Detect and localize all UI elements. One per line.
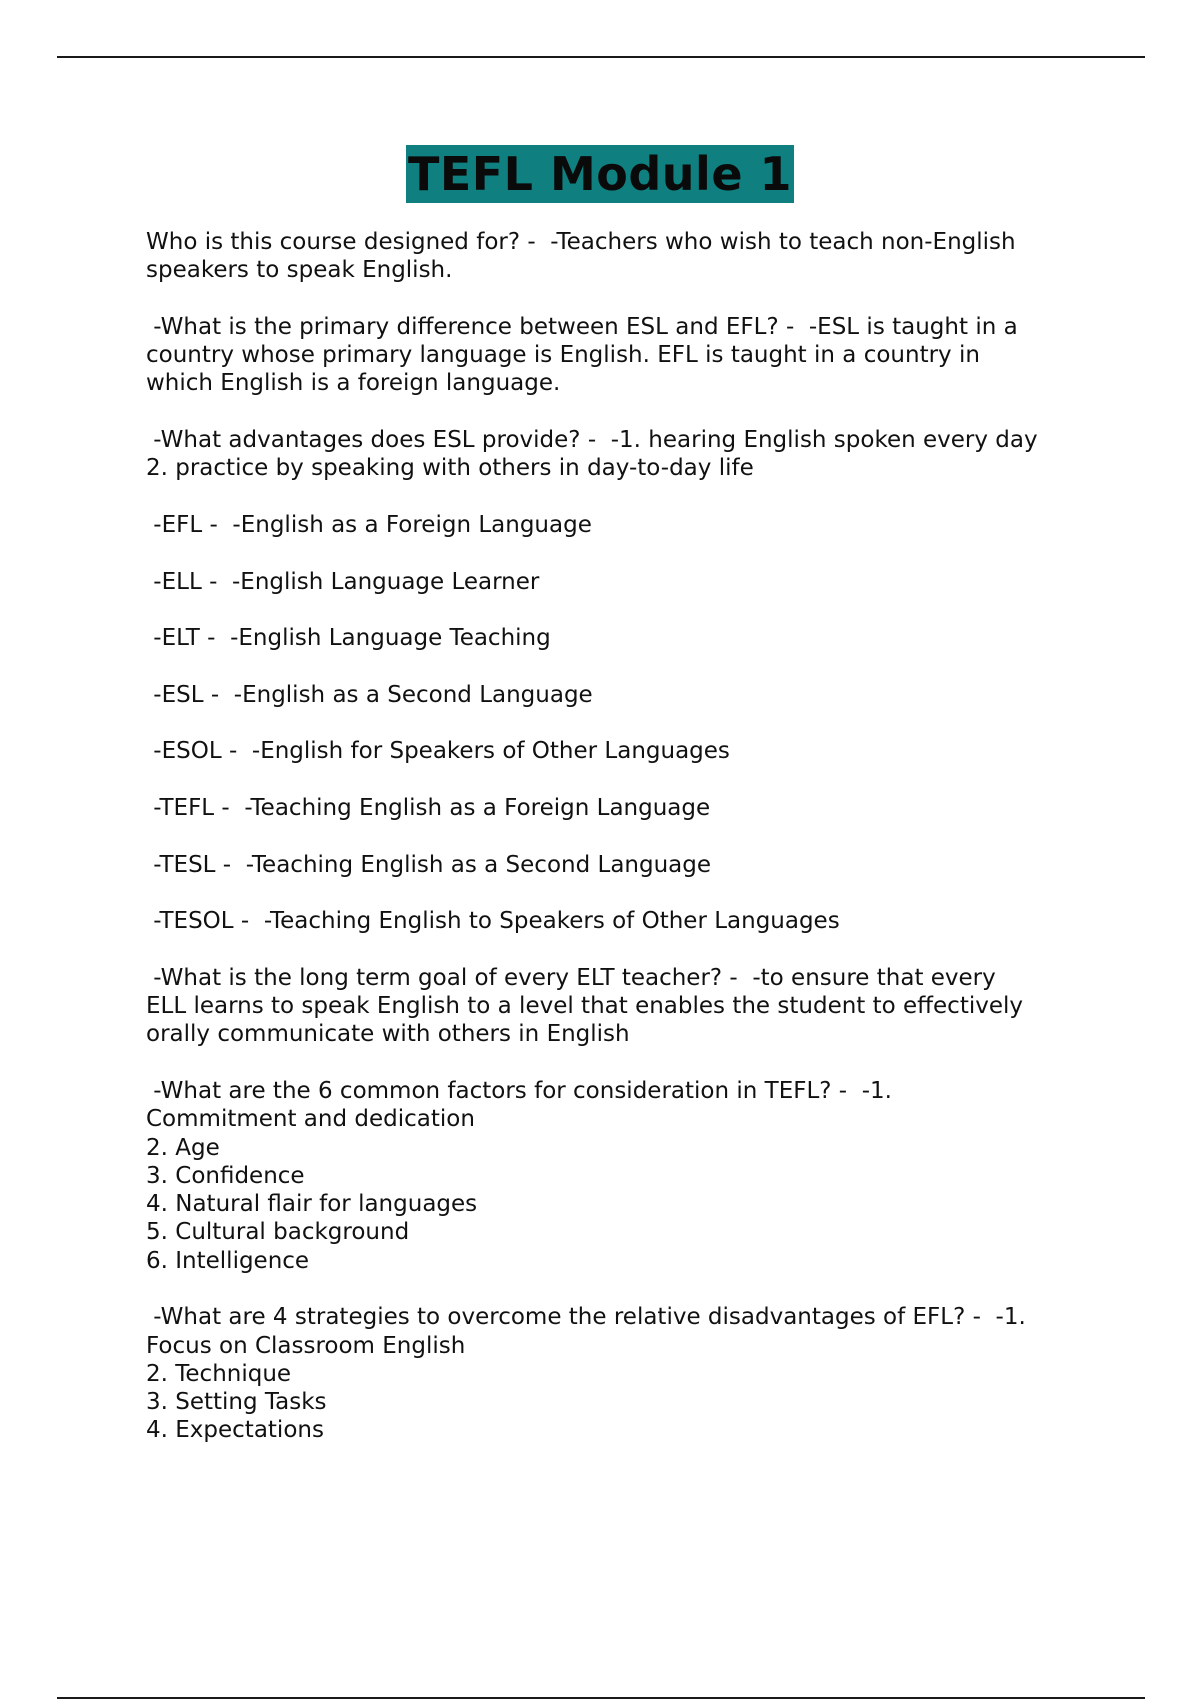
qa-line: 5. Cultural background <box>146 1219 410 1246</box>
qa-item <box>146 568 1096 596</box>
qa-item <box>146 313 1096 398</box>
qa-line: orally communicate with others in English <box>146 1021 630 1048</box>
qa-line: -ESOL - -English for Speakers of Other Languages <box>146 738 730 765</box>
qa-line: ELL learns to speak English to a level that enables the student to effectively <box>146 993 1023 1020</box>
qa-line: 3. Setting Tasks <box>146 1389 327 1416</box>
title-container <box>0 145 1200 203</box>
top-rule <box>57 56 1145 58</box>
qa-line: -What are the 6 common factors for consideration in TEFL? - -1. <box>146 1077 892 1104</box>
qa-line: -What are 4 strategies to overcome the relative disadvantages of EFL? - -1. <box>146 1304 1026 1331</box>
qa-line: -What advantages does ESL provide? - -1. hearing English spoken every day <box>146 427 1038 454</box>
qa-line: Who is this course designed for? - -Teachers who wish to teach non-English <box>146 229 1016 255</box>
qa-line: -EFL - -English as a Foreign Language <box>146 511 592 538</box>
qa-item <box>146 964 1096 1049</box>
qa-item <box>146 426 1096 483</box>
qa-line: 3. Confidence <box>146 1162 305 1189</box>
qa-line: -What is the primary difference between ESL and EFL? - -ESL is taught in a <box>146 313 1018 340</box>
qa-line: which English is a foreign language. <box>146 370 561 397</box>
qa-line: -TEFL - -Teaching English as a Foreign Language <box>146 794 711 821</box>
qa-line: -ELL - -English Language Learner <box>146 568 540 595</box>
qa-line: -ESL - -English as a Second Language <box>146 681 593 708</box>
qa-line: country whose primary language is English. EFL is taught in a country in <box>146 342 980 369</box>
qa-line: -TESOL - -Teaching English to Speakers of Other Languages <box>146 908 840 935</box>
qa-item <box>146 681 1096 709</box>
qa-line: 4. Expectations <box>146 1417 324 1444</box>
qa-item <box>146 794 1096 822</box>
qa-line: -TESL - -Teaching English as a Second Language <box>146 851 712 878</box>
qa-line: 2. practice by speaking with others in day-to-day life <box>146 455 754 482</box>
bottom-rule <box>57 1697 1145 1699</box>
qa-line: Commitment and dedication <box>146 1106 475 1133</box>
qa-line: 4. Natural flair for languages <box>146 1191 478 1218</box>
qa-item <box>146 737 1096 765</box>
document-body <box>146 228 1096 1473</box>
qa-item <box>146 624 1096 652</box>
document-title: TEFL Module 1 <box>407 147 793 201</box>
qa-item <box>146 1077 1096 1275</box>
qa-line: Focus on Classroom English <box>146 1332 466 1359</box>
qa-item <box>146 851 1096 879</box>
qa-item <box>146 907 1096 935</box>
qa-item <box>146 228 1096 285</box>
qa-line: 2. Technique <box>146 1360 292 1387</box>
qa-line: 2. Age <box>146 1134 220 1161</box>
qa-item <box>146 511 1096 539</box>
qa-line: 6. Intelligence <box>146 1247 310 1274</box>
qa-line: -ELT - -English Language Teaching <box>146 625 551 652</box>
qa-line: speakers to speak English. <box>146 257 453 284</box>
qa-item <box>146 1303 1096 1444</box>
qa-line: -What is the long term goal of every ELT teacher? - -to ensure that every <box>146 964 996 991</box>
